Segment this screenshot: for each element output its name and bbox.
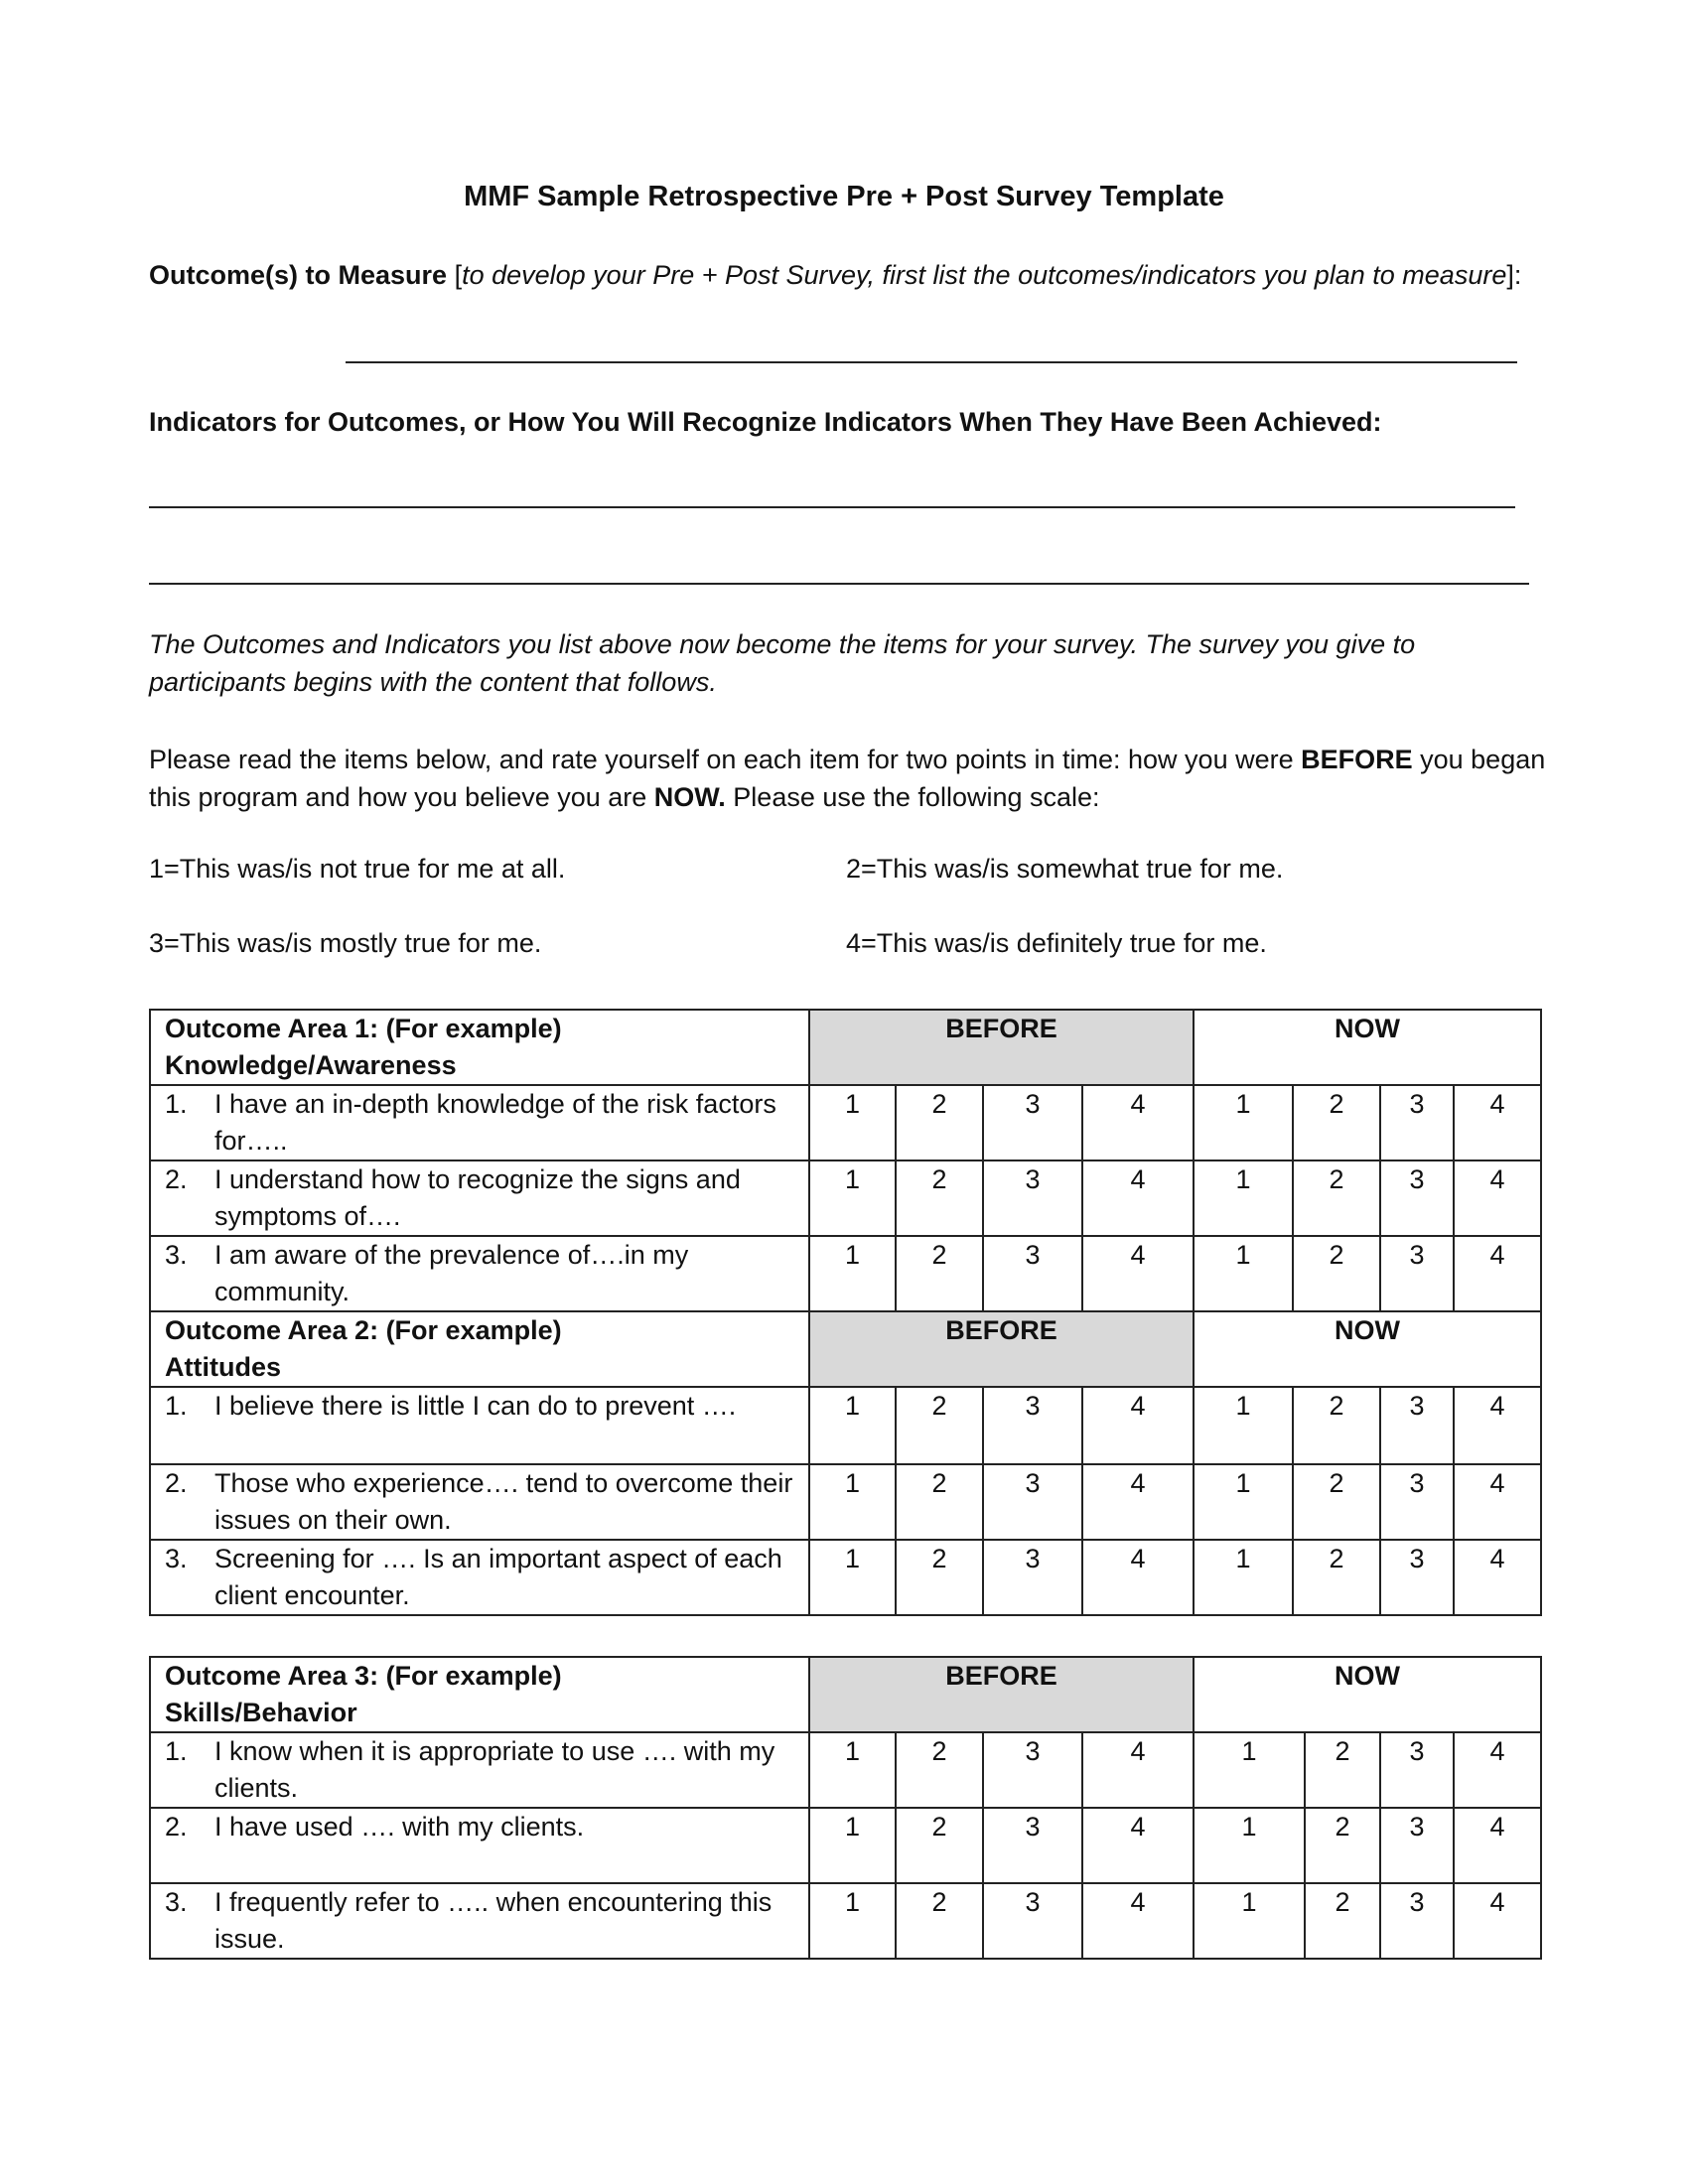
before-rating-2[interactable]: 2 [896,1883,983,1959]
before-rating-3[interactable]: 3 [983,1085,1082,1160]
now-rating-1[interactable]: 1 [1194,1808,1305,1883]
now-rating-4[interactable]: 4 [1454,1160,1541,1236]
survey-item [150,1160,809,1236]
item-text: I understand how to recognize the signs and symptoms of…. [214,1164,741,1231]
survey-item [150,1732,809,1808]
area-heading-line2: Knowledge/Awareness [165,1050,457,1080]
outcomes-answer-line[interactable] [346,361,1517,363]
now-rating-1[interactable]: 1 [1194,1236,1293,1311]
survey-item-row [150,1883,1541,1959]
survey-table-2 [149,1656,1542,1960]
area-heading-line2: Attitudes [165,1352,281,1382]
item-number: 1. [165,1736,188,1766]
before-rating-4[interactable]: 4 [1082,1387,1194,1464]
now-rating-2[interactable]: 2 [1293,1464,1380,1540]
before-rating-4[interactable]: 4 [1082,1883,1194,1959]
survey-item-content [165,1086,802,1160]
before-rating-1[interactable]: 1 [809,1464,896,1540]
item-text: I have an in-depth knowledge of the risk factors for….. [214,1089,776,1156]
now-rating-4[interactable]: 4 [1454,1387,1541,1464]
item-text: Screening for …. Is an important aspect of each client encounter. [214,1544,782,1610]
before-rating-1[interactable]: 1 [809,1732,896,1808]
item-number: 1. [165,1391,188,1421]
before-rating-1[interactable]: 1 [809,1085,896,1160]
page-title: MMF Sample Retrospective Pre + Post Survey Template [464,181,1224,212]
now-rating-2[interactable]: 2 [1293,1236,1380,1311]
now-rating-2[interactable]: 2 [1305,1732,1380,1808]
instructions-part2: you began this program and how you believe you are [149,745,1546,812]
now-rating-3[interactable]: 3 [1380,1808,1454,1883]
now-rating-3[interactable]: 3 [1380,1160,1454,1236]
now-rating-4[interactable]: 4 [1454,1236,1541,1311]
before-rating-3[interactable]: 3 [983,1236,1082,1311]
survey-item-content [165,1465,802,1539]
before-rating-1[interactable]: 1 [809,1883,896,1959]
now-rating-4[interactable]: 4 [1454,1883,1541,1959]
before-rating-1[interactable]: 1 [809,1540,896,1615]
area-header-row [150,1010,1541,1085]
area-block [150,1657,1541,1959]
before-rating-2[interactable]: 2 [896,1464,983,1540]
now-rating-4[interactable]: 4 [1454,1085,1541,1160]
item-text: I frequently refer to ….. when encountering this issue. [214,1887,773,1954]
now-rating-1[interactable]: 1 [1194,1464,1293,1540]
item-text: Those who experience…. tend to overcome their issues on their own. [214,1468,793,1535]
survey-table-1 [149,1009,1542,1616]
survey-item [150,1085,809,1160]
before-rating-4[interactable]: 4 [1082,1160,1194,1236]
before-rating-3[interactable]: 3 [983,1808,1082,1883]
before-rating-3[interactable]: 3 [983,1883,1082,1959]
now-rating-4[interactable]: 4 [1454,1732,1541,1808]
now-rating-1[interactable]: 1 [1194,1085,1293,1160]
survey-item-row [150,1808,1541,1883]
survey-item-content [165,1884,802,1958]
survey-item-row [150,1540,1541,1615]
instructions-before: BEFORE [1301,745,1413,774]
outcomes-instruction: to develop your Pre + Post Survey, first list the outcomes/indicators you plan to measure [462,260,1507,290]
now-rating-3[interactable]: 3 [1380,1540,1454,1615]
area-heading-line1: Outcome Area 3: (For example) [165,1661,562,1691]
area-heading [150,1010,809,1085]
before-rating-4[interactable]: 4 [1082,1732,1194,1808]
survey-item-content [165,1541,802,1614]
before-rating-4[interactable]: 4 [1082,1085,1194,1160]
before-rating-3[interactable]: 3 [983,1464,1082,1540]
before-rating-1[interactable]: 1 [809,1236,896,1311]
instructions-paragraph [149,741,1549,816]
before-rating-3[interactable]: 3 [983,1160,1082,1236]
now-column-header: NOW [1194,1010,1541,1085]
before-rating-2[interactable]: 2 [896,1085,983,1160]
instructions-part3: Please use the following scale: [725,782,1100,812]
before-rating-2[interactable]: 2 [896,1160,983,1236]
survey-item-row [150,1387,1541,1464]
now-rating-3[interactable]: 3 [1380,1387,1454,1464]
item-number: 2. [165,1812,188,1842]
survey-item-content [165,1161,802,1235]
now-rating-2[interactable]: 2 [1293,1540,1380,1615]
item-number: 2. [165,1468,188,1498]
before-rating-1[interactable]: 1 [809,1160,896,1236]
before-rating-1[interactable]: 1 [809,1387,896,1464]
survey-item [150,1236,809,1311]
survey-item-content [165,1733,802,1807]
before-rating-4[interactable]: 4 [1082,1236,1194,1311]
survey-item-content [165,1388,802,1425]
now-rating-2[interactable]: 2 [1305,1883,1380,1959]
before-rating-3[interactable]: 3 [983,1732,1082,1808]
item-text: I know when it is appropriate to use …. with my clients. [214,1736,775,1803]
now-rating-4[interactable]: 4 [1454,1808,1541,1883]
area-heading [150,1311,809,1387]
scale-3: 3=This was/is mostly true for me. [149,928,542,958]
now-rating-2[interactable]: 2 [1293,1160,1380,1236]
area-heading-line1: Outcome Area 1: (For example) [165,1014,562,1043]
before-rating-2[interactable]: 2 [896,1732,983,1808]
before-rating-2[interactable]: 2 [896,1540,983,1615]
now-rating-4[interactable]: 4 [1454,1540,1541,1615]
item-text: I am aware of the prevalence of….in my community. [214,1240,689,1306]
now-rating-1[interactable]: 1 [1194,1160,1293,1236]
survey-item-row [150,1236,1541,1311]
area-heading [150,1657,809,1732]
area-heading-line2: Skills/Behavior [165,1698,357,1727]
item-number: 1. [165,1089,188,1119]
outcomes-prompt [149,256,1549,294]
scale-4: 4=This was/is definitely true for me. [846,928,1267,958]
now-rating-3[interactable]: 3 [1380,1464,1454,1540]
now-rating-2[interactable]: 2 [1293,1387,1380,1464]
scale-2: 2=This was/is somewhat true for me. [846,854,1284,884]
now-rating-1[interactable]: 1 [1194,1387,1293,1464]
survey-item [150,1464,809,1540]
area-heading-line1: Outcome Area 2: (For example) [165,1315,562,1345]
before-column-header: BEFORE [809,1311,1194,1387]
survey-item-content [165,1809,802,1845]
instructions-part1: Please read the items below, and rate yourself on each item for two points in time: how you were [149,745,1302,774]
scale-1: 1=This was/is not true for me at all. [149,854,566,884]
item-text: I have used …. with my clients. [214,1812,585,1842]
before-rating-4[interactable]: 4 [1082,1464,1194,1540]
area-header-row [150,1657,1541,1732]
now-rating-3[interactable]: 3 [1380,1085,1454,1160]
area-block [150,1010,1541,1311]
now-rating-4[interactable]: 4 [1454,1464,1541,1540]
area-header-row [150,1311,1541,1387]
item-text: I believe there is little I can do to prevent …. [214,1391,737,1421]
outcomes-bracket-open: [ [447,260,463,290]
survey-item [150,1883,809,1959]
survey-item-row [150,1464,1541,1540]
now-rating-2[interactable]: 2 [1305,1808,1380,1883]
before-rating-3[interactable]: 3 [983,1387,1082,1464]
indicators-answer-line-1[interactable] [149,506,1515,508]
before-column-header: BEFORE [809,1010,1194,1085]
before-rating-4[interactable]: 4 [1082,1540,1194,1615]
now-rating-3[interactable]: 3 [1380,1883,1454,1959]
before-rating-2[interactable]: 2 [896,1808,983,1883]
indicators-answer-line-2[interactable] [149,583,1529,585]
survey-item [150,1387,809,1464]
intro-italic: The Outcomes and Indicators you list above now become the items for your survey. The survey you give to participants begins with the content that follows. [149,629,1416,697]
before-rating-4[interactable]: 4 [1082,1808,1194,1883]
item-number: 3. [165,1544,188,1573]
now-rating-1[interactable]: 1 [1194,1883,1305,1959]
item-number: 3. [165,1887,188,1917]
survey-item [150,1540,809,1615]
instructions-now: NOW. [653,782,726,812]
survey-item [150,1808,809,1883]
survey-item-row [150,1732,1541,1808]
before-rating-1[interactable]: 1 [809,1808,896,1883]
outcomes-bracket-close: ]: [1506,260,1522,290]
before-rating-2[interactable]: 2 [896,1387,983,1464]
now-rating-1[interactable]: 1 [1194,1540,1293,1615]
survey-item-row [150,1160,1541,1236]
survey-item-row [150,1085,1541,1160]
item-number: 3. [165,1240,188,1270]
now-column-header: NOW [1194,1311,1541,1387]
outcomes-label: Outcome(s) to Measure [149,260,448,290]
before-rating-3[interactable]: 3 [983,1540,1082,1615]
now-column-header: NOW [1194,1657,1541,1732]
now-rating-2[interactable]: 2 [1293,1085,1380,1160]
survey-item-content [165,1237,802,1310]
indicators-heading: Indicators for Outcomes, or How You Will Recognize Indicators When They Have Been Achieved: [149,407,1382,437]
item-number: 2. [165,1164,188,1194]
now-rating-3[interactable]: 3 [1380,1236,1454,1311]
before-rating-2[interactable]: 2 [896,1236,983,1311]
area-block [150,1311,1541,1615]
now-rating-3[interactable]: 3 [1380,1732,1454,1808]
now-rating-1[interactable]: 1 [1194,1732,1305,1808]
before-column-header: BEFORE [809,1657,1194,1732]
